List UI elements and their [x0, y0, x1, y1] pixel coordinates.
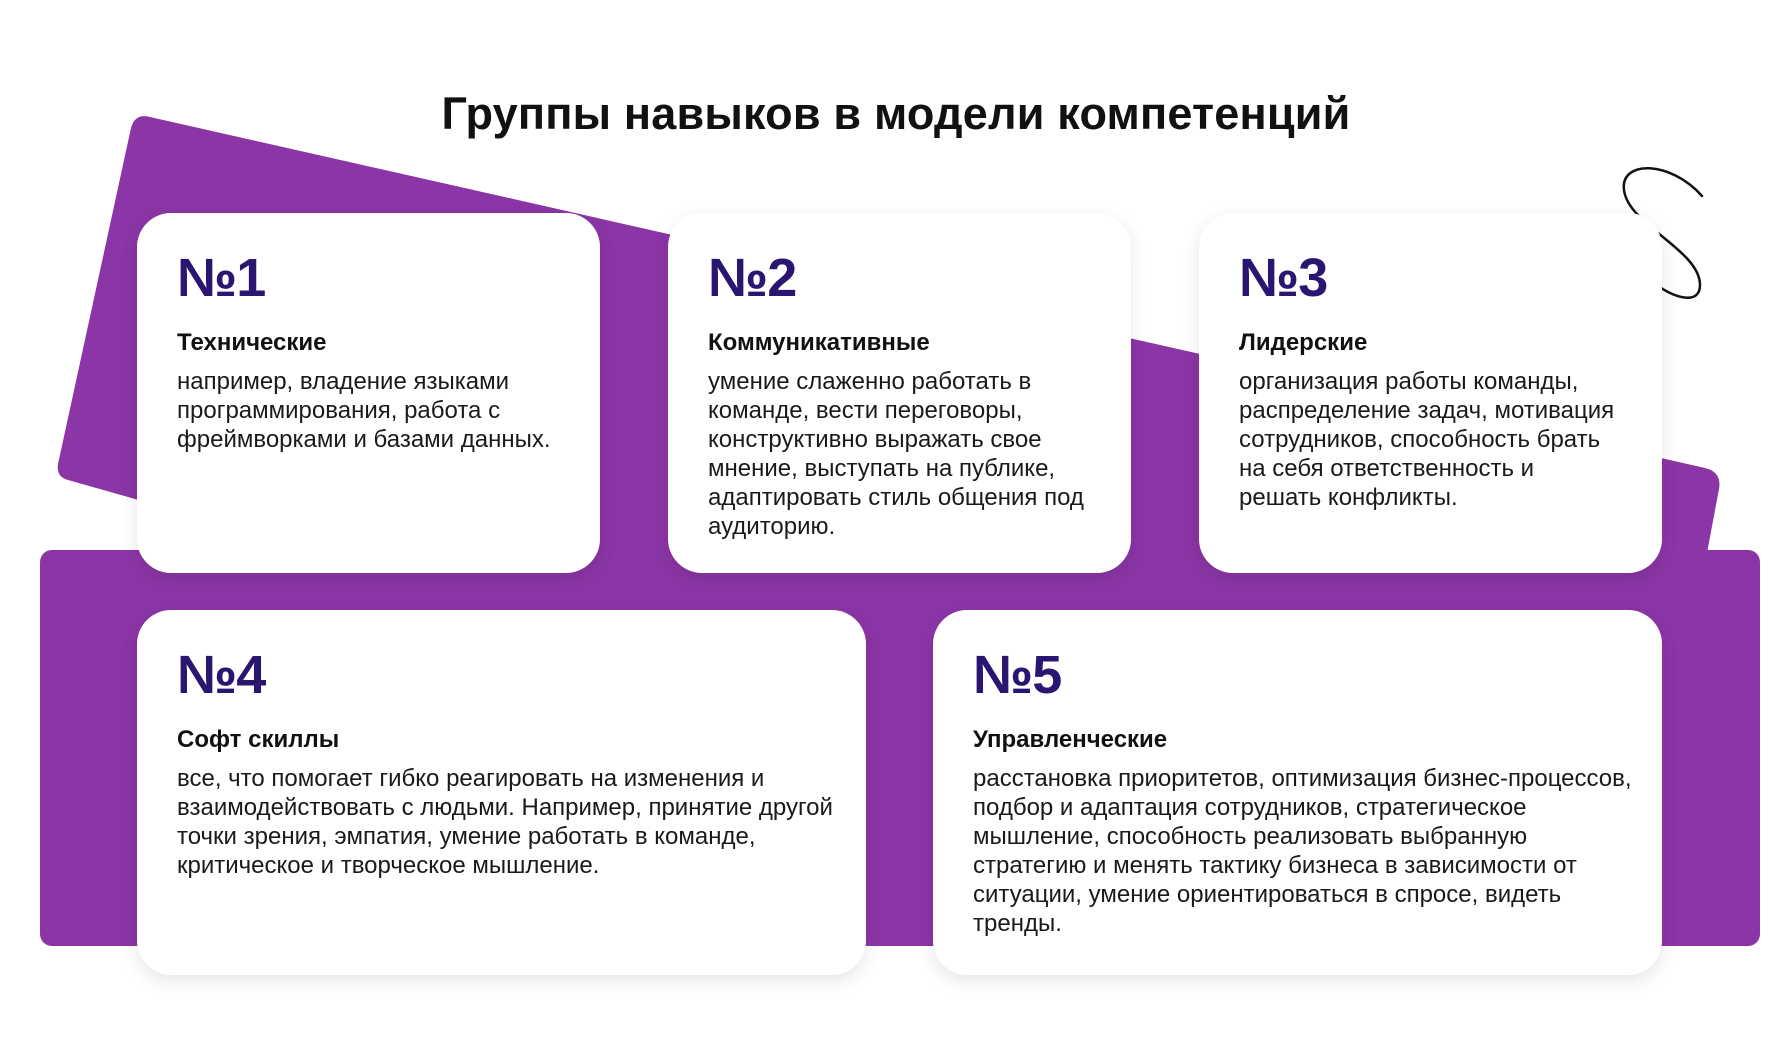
page-title: Группы навыков в модели компетенций — [441, 88, 1351, 139]
card-number: №1 — [177, 248, 266, 308]
card-heading: Коммуникативные — [708, 329, 930, 356]
skill-card-leadership — [1199, 213, 1662, 573]
skill-card-soft-skills — [137, 610, 866, 975]
card-description: расстановка приоритетов, оптимизация бизнес-процессов, подбор и адаптация сотрудников, стратегическое мышление, способность реализовать выбранную стратегию и менять тактику бизнеса в зависимости от ситуации, умение ориентироваться в спросе, видеть тренды. — [973, 765, 1632, 937]
card-description: все, что помогает гибко реагировать на изменения и взаимодействовать с людьми. Например, принятие другой точки зрения, эмпатия, умение работать в команде, критическое и творческое мышление. — [177, 765, 833, 879]
card-heading: Технические — [177, 329, 327, 356]
card-number: №5 — [973, 645, 1062, 705]
card-description: умение слаженно работать в команде, вести переговоры, конструктивно выражать свое мнение, выступать на публике, адаптировать стиль общения под аудиторию. — [708, 368, 1084, 540]
skill-card-management — [933, 610, 1662, 975]
card-number: №3 — [1239, 248, 1328, 308]
card-description: например, владение языками программирования, работа с фреймворками и базами данных. — [177, 368, 551, 453]
card-heading: Софт скиллы — [177, 726, 340, 753]
skill-card-communication — [668, 213, 1131, 573]
card-heading: Лидерские — [1239, 329, 1368, 356]
card-description: организация работы команды, распределение задач, мотивация сотрудников, способность брать на себя ответственность и решать конфликты. — [1239, 368, 1615, 511]
card-number: №2 — [708, 248, 797, 308]
card-number: №4 — [177, 645, 266, 705]
skill-card-technical — [137, 213, 600, 573]
card-heading: Управленческие — [973, 726, 1168, 753]
